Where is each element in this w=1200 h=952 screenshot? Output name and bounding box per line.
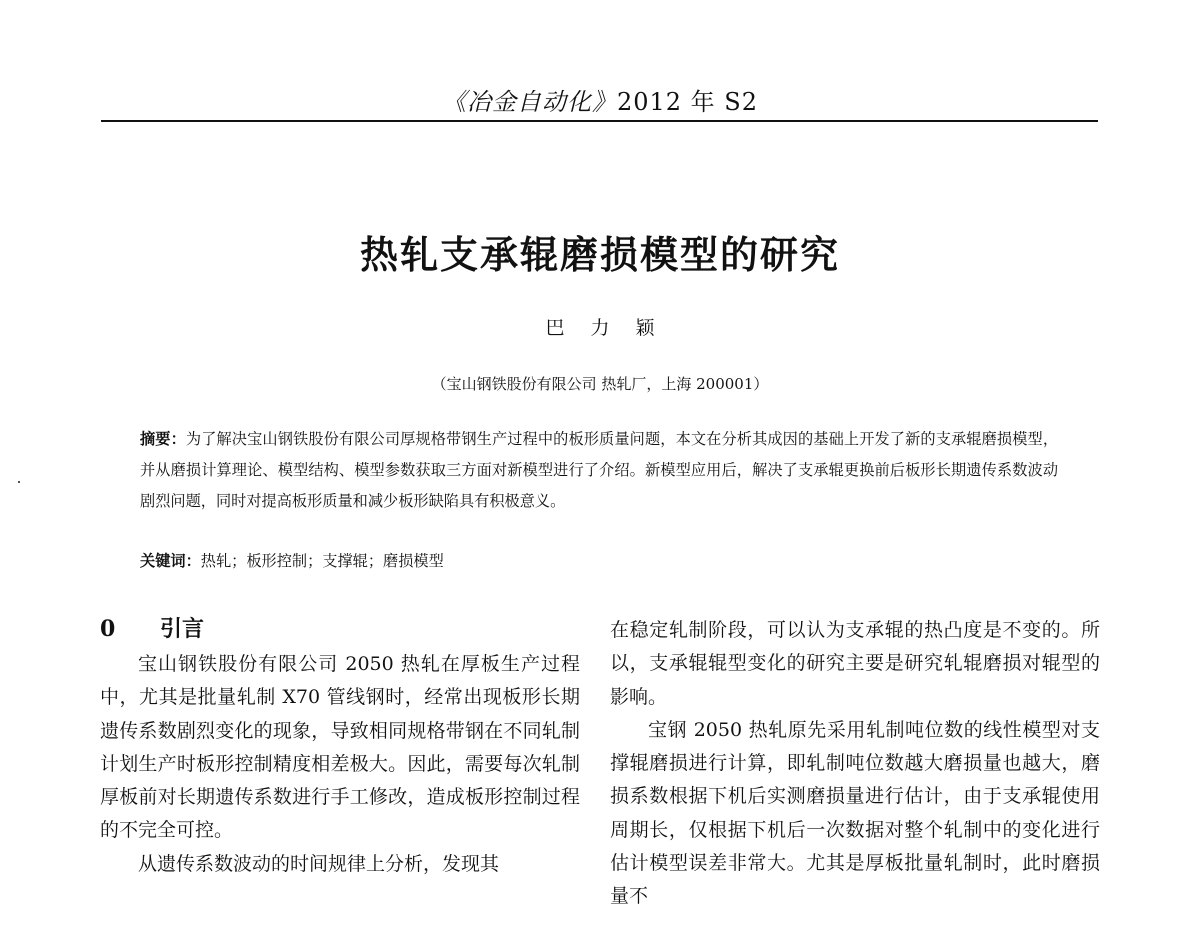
author-name [0, 313, 1200, 340]
paragraph: 宝山钢铁股份有限公司 2050 热轧在厚板生产过程中，尤其是批量轧制 X70 管线钢时，经常出现板形长期遗传系数剧烈变化的现象，导致相同规格带钢在不同轧制计划生产时板形控制精度相差极大。因此，需要每次轧制厚板前对长期遗传系数进行手工修改，造成板形控制过程的不完全可控。 [100, 653, 580, 842]
journal-header [0, 82, 1200, 117]
section-heading [100, 612, 204, 643]
paragraph: 在稳定轧制阶段，可以认为支承辊的热凸度是不变的。所以，支承辊辊型变化的研究主要是研究轧辊磨损对辊型的影响。 [610, 619, 1100, 708]
author-char: 巴 [545, 317, 565, 339]
abstract-text: 为了解决宝山钢铁股份有限公司厚规格带钢生产过程中的板形质量问题，本文在分析其成因的基础上开发了新的支承辊磨损模型，并从磨损计算理论、模型结构、模型参数获取三方面对新模型进行了介绍。新模型应用后，解决了支承辊更换前后板形长期遗传系数波动剧烈问题，同时对提高板形质量和减少板形缺陷具有积极意义。 [140, 430, 1059, 510]
affiliation: （宝山钢铁股份有限公司 热轧厂，上海 200001） [431, 375, 769, 393]
section-number: 0 [100, 616, 116, 642]
header-rule [101, 120, 1098, 122]
journal-issue: 2012 年 S2 [616, 88, 759, 116]
abstract [140, 424, 1058, 517]
keywords [140, 550, 444, 571]
scan-speck [18, 481, 20, 483]
body-column-right [610, 614, 1100, 914]
journal-name: 《冶金自动化》 [441, 88, 617, 116]
author-char: 颖 [635, 317, 655, 339]
abstract-label: 摘要： [140, 430, 186, 448]
author-char: 力 [590, 317, 610, 339]
section-title: 引言 [160, 617, 205, 642]
paragraph: 从遗传系数波动的时间规律上分析，发现其 [138, 852, 500, 875]
body-column-left [100, 648, 580, 881]
keywords-text: 热轧；板形控制；支撑辊；磨损模型 [200, 552, 444, 570]
paragraph: 宝钢 2050 热轧原先采用轧制吨位数的线性模型对支撑辊磨损进行计算，即轧制吨位数越大磨损量也越大，磨损系数根据下机后实测磨损量进行估计，由于支承辊使用周期长，仅根据下机后一次数据对整个轧制中的变化进行估计模型误差非常大。尤其是厚板批量轧制时，此时磨损量不 [610, 718, 1100, 908]
keywords-label: 关键词： [140, 552, 201, 570]
article-title: 热轧支承辊磨损模型的研究 [359, 233, 840, 277]
